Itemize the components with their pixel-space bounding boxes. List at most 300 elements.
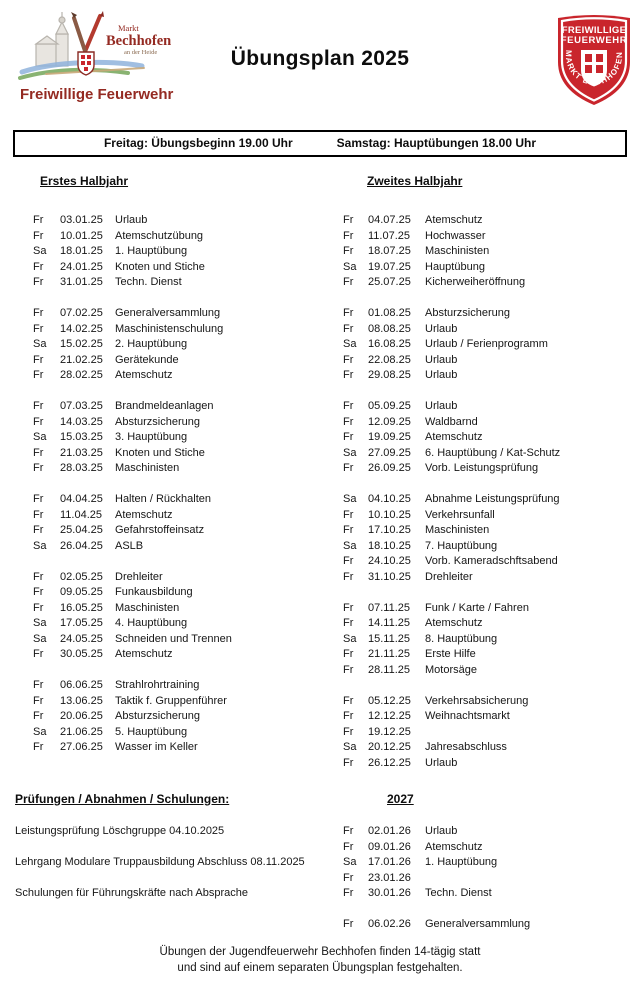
schedule-date: 19.07.25 xyxy=(368,260,411,273)
schedule-day: Sa xyxy=(343,446,357,459)
schedule-date: 23.01.26 xyxy=(368,871,411,884)
schedule-event: Generalversammlung xyxy=(425,918,531,930)
schedule-event: Vorb. Kameradschftsabend xyxy=(425,555,558,567)
schedule-day: Sa xyxy=(33,338,47,350)
schedule-event: Urlaub xyxy=(425,322,458,335)
schedule-day: Fr xyxy=(33,586,44,598)
schedule-event: ASLB xyxy=(115,539,144,552)
schedule-day: Fr xyxy=(33,570,44,583)
schedule-date: 15.11.25 xyxy=(368,632,411,645)
schedule-date: 11.07.25 xyxy=(368,229,411,242)
schedule-row xyxy=(330,601,640,617)
schedule-event: Waldbarnd xyxy=(425,415,478,428)
schedule-event: 3. Hauptübung xyxy=(115,431,188,443)
schedule-day: Fr xyxy=(343,431,354,443)
second-half-rows xyxy=(330,213,640,771)
schedule-day: Sa xyxy=(33,539,47,552)
logo-bechhofen-text: Bechhofen xyxy=(106,33,172,49)
schedule-date: 30.01.26 xyxy=(368,887,411,899)
schedule-day: Fr xyxy=(33,648,44,660)
schedule-event: Strahlrohrtraining xyxy=(115,679,200,691)
schedule-event: Urlaub xyxy=(425,756,458,769)
month-group xyxy=(330,601,640,679)
schedule-row xyxy=(330,871,640,887)
schedule-event: Maschinisten xyxy=(425,524,490,536)
schedule-event: Funk / Karte / Fahren xyxy=(425,601,529,614)
footnote-line1: Übungen der Jugendfeuerwehr Bechhofen finden 14-tägig statt xyxy=(159,946,481,958)
schedule-date: 14.03.25 xyxy=(60,415,103,428)
schedule-columns xyxy=(0,174,640,933)
schedule-row xyxy=(0,353,330,369)
schedule-date: 20.06.25 xyxy=(60,710,103,722)
schedule-day: Fr xyxy=(343,570,354,583)
schedule-row xyxy=(0,570,330,586)
schedule-date: 13.06.25 xyxy=(60,694,103,707)
schedule-event: Urlaub xyxy=(115,214,148,226)
schedule-day: Fr xyxy=(343,756,354,769)
schedule-row xyxy=(330,322,640,338)
schedule-row xyxy=(330,840,640,856)
schedule-date: 16.08.25 xyxy=(368,338,411,350)
schedule-event xyxy=(425,725,640,741)
schedule-event: Vorb. Leistungsprüfung xyxy=(425,462,539,474)
schedule-row xyxy=(330,725,640,741)
schedule-row xyxy=(0,275,330,291)
schedule-day: Sa xyxy=(33,632,47,645)
crest-line2: FEUERWEHR xyxy=(560,35,628,46)
schedule-event: Urlaub / Ferienprogramm xyxy=(425,338,548,350)
schedule-day: Fr xyxy=(343,307,354,319)
schedule-date: 04.07.25 xyxy=(368,214,411,226)
schedule-date: 14.02.25 xyxy=(60,322,103,335)
friday-time-label: Freitag: Übungsbeginn 19.00 Uhr xyxy=(103,136,293,150)
schedule-event: 5. Hauptübung xyxy=(115,725,188,738)
second-half-heading: Zweites Halbjahr xyxy=(367,174,463,188)
schedule-row xyxy=(330,368,640,384)
schedule-row xyxy=(330,663,640,679)
schedule-date: 24.01.25 xyxy=(60,260,103,273)
schedule-row xyxy=(330,461,640,477)
schedule-date: 08.08.25 xyxy=(368,322,411,335)
schedule-event: Atemschutz xyxy=(115,508,173,521)
schedule-date: 17.10.25 xyxy=(368,524,411,536)
month-group xyxy=(330,306,640,384)
schedule-day: Fr xyxy=(343,555,354,567)
schedule-row xyxy=(330,275,640,291)
schedule-day: Sa xyxy=(343,741,357,753)
month-group xyxy=(330,824,640,902)
schedule-date: 07.02.25 xyxy=(60,307,103,319)
schedule-date: 27.09.25 xyxy=(368,446,411,459)
schedule-day: Fr xyxy=(343,508,354,521)
schedule-event: Maschinisten xyxy=(115,601,180,614)
schedule-day: Fr xyxy=(343,229,354,242)
schedule-event: 6. Hauptübung / Kat-Schutz xyxy=(425,446,561,459)
schedule-row xyxy=(330,632,640,648)
schedule-day: Fr xyxy=(343,663,354,676)
schedule-date: 05.09.25 xyxy=(368,400,411,412)
schedule-event: Techn. Dienst xyxy=(425,887,492,899)
logo-markt-text: Markt xyxy=(118,23,139,33)
schedule-event: Atemschutz xyxy=(425,214,483,226)
schedule-row xyxy=(330,244,640,260)
crest-arc-text: MARKT BECHHOFEN xyxy=(563,49,625,87)
schedule-day: Sa xyxy=(343,539,357,552)
schedule-row xyxy=(330,917,640,933)
second-half-column xyxy=(330,174,640,933)
schedule-row xyxy=(0,709,330,725)
schedule-event: Verkehrsunfall xyxy=(425,508,495,521)
schedule-event: Weihnachtsmarkt xyxy=(425,710,510,722)
first-half-heading: Erstes Halbjahr xyxy=(40,174,129,188)
schedule-date: 29.08.25 xyxy=(368,369,411,381)
schedule-date: 02.05.25 xyxy=(60,570,103,583)
schedule-date: 10.01.25 xyxy=(60,229,103,242)
schedule-event: Urlaub xyxy=(425,400,458,412)
schedule-event: 7. Hauptübung xyxy=(425,539,498,552)
schedule-event: Gerätekunde xyxy=(115,353,179,366)
schedule-day: Fr xyxy=(33,462,44,474)
page-header xyxy=(0,0,640,118)
schedule-day: Fr xyxy=(343,825,354,837)
schedule-event: Knoten und Stiche xyxy=(115,446,205,459)
schedule-day: Sa xyxy=(33,431,47,443)
schedule-day: Fr xyxy=(343,400,354,412)
schedule-event: Funkausbildung xyxy=(115,586,193,598)
schedule-day: Fr xyxy=(343,462,354,474)
schedule-date: 26.04.25 xyxy=(60,539,103,552)
schedule-row xyxy=(330,855,640,871)
schedule-row xyxy=(0,430,330,446)
schedule-date: 19.09.25 xyxy=(368,431,411,443)
schedule-event: 1. Hauptübung xyxy=(425,856,498,868)
schedule-day: Fr xyxy=(33,260,44,273)
schedule-event: 8. Hauptübung xyxy=(425,632,498,645)
schedule-event: Wasser im Keller xyxy=(115,741,198,753)
schedule-row xyxy=(330,399,640,415)
first-half-rows xyxy=(0,213,330,756)
schedule-day: Fr xyxy=(343,840,354,853)
schedule-day: Fr xyxy=(343,617,354,629)
schedule-row xyxy=(0,244,330,260)
schedule-date: 21.11.25 xyxy=(368,648,411,660)
schedule-day: Sa xyxy=(343,260,357,273)
schedule-day: Fr xyxy=(343,245,354,257)
schedule-event xyxy=(425,871,640,887)
schedule-row xyxy=(330,337,640,353)
schedule-date: 18.07.25 xyxy=(368,245,411,257)
schedule-day: Sa xyxy=(343,493,357,505)
schedule-event: Hochwasser xyxy=(425,229,486,242)
schedule-day: Sa xyxy=(33,725,47,738)
schedule-day: Fr xyxy=(33,446,44,459)
schedule-row xyxy=(330,446,640,462)
schedule-date: 21.06.25 xyxy=(60,725,103,738)
schedule-event: Motorsäge xyxy=(425,663,477,676)
schedule-day: Fr xyxy=(33,741,44,753)
schedule-date: 15.02.25 xyxy=(60,338,103,350)
schedule-date: 28.11.25 xyxy=(368,663,411,676)
schedule-date: 28.02.25 xyxy=(60,369,103,381)
schedule-event: 2. Hauptübung xyxy=(115,338,188,350)
first-half-column xyxy=(0,174,330,933)
schedule-day: Fr xyxy=(343,871,354,884)
schedule-event: Urlaub xyxy=(425,353,458,366)
schedule-row xyxy=(330,430,640,446)
schedule-row xyxy=(0,492,330,508)
schedule-date: 28.03.25 xyxy=(60,462,103,474)
schedule-day: Fr xyxy=(33,415,44,428)
training-times-banner xyxy=(13,130,627,157)
month-group xyxy=(0,399,330,477)
schedule-day: Fr xyxy=(33,524,44,536)
schedule-day: Fr xyxy=(343,694,354,707)
schedule-date: 01.08.25 xyxy=(368,307,411,319)
schedule-row xyxy=(0,322,330,338)
exam-notes xyxy=(15,824,330,902)
schedule-event: Urlaub xyxy=(425,825,458,837)
schedule-date: 12.09.25 xyxy=(368,415,411,428)
schedule-date: 12.12.25 xyxy=(368,710,411,722)
schedule-row xyxy=(0,446,330,462)
schedule-date: 15.03.25 xyxy=(60,431,103,443)
schedule-date: 10.10.25 xyxy=(368,508,411,521)
schedule-date: 09.01.26 xyxy=(368,840,411,853)
schedule-date: 06.02.26 xyxy=(368,918,411,930)
schedule-date: 25.04.25 xyxy=(60,524,103,536)
month-group xyxy=(330,694,640,772)
schedule-row xyxy=(0,399,330,415)
schedule-row xyxy=(0,601,330,617)
schedule-event: Atemschutz xyxy=(425,617,483,629)
schedule-event: Drehleiter xyxy=(115,570,163,583)
schedule-day: Fr xyxy=(343,887,354,899)
schedule-row xyxy=(330,709,640,725)
schedule-event: Atemschutzübung xyxy=(115,229,204,242)
schedule-row xyxy=(330,415,640,431)
schedule-event: Brandmeldeanlagen xyxy=(115,400,214,412)
schedule-day: Fr xyxy=(33,353,44,366)
month-group xyxy=(0,570,330,663)
month-group xyxy=(330,917,640,933)
schedule-row xyxy=(330,492,640,508)
schedule-row xyxy=(0,585,330,601)
schedule-row xyxy=(0,647,330,663)
schedule-day: Sa xyxy=(33,245,47,257)
schedule-event: Drehleiter xyxy=(425,570,473,583)
schedule-day: Fr xyxy=(343,369,354,381)
schedule-row xyxy=(330,539,640,555)
schedule-date: 04.10.25 xyxy=(368,493,411,505)
schedule-date: 21.02.25 xyxy=(60,353,103,366)
schedule-date: 07.11.25 xyxy=(368,601,411,614)
schedule-row xyxy=(330,508,640,524)
schedule-day: Fr xyxy=(33,710,44,722)
schedule-day: Fr xyxy=(33,369,44,381)
schedule-row xyxy=(0,616,330,632)
schedule-event: Jahresabschluss xyxy=(425,741,507,753)
next-year-heading: 2027 xyxy=(387,792,414,806)
saturday-time-label: Samstag: Hauptübungen 18.00 Uhr xyxy=(336,136,537,150)
schedule-date: 25.07.25 xyxy=(368,276,411,288)
schedule-row xyxy=(0,632,330,648)
schedule-row xyxy=(0,678,330,694)
schedule-row xyxy=(0,337,330,353)
schedule-date: 03.01.25 xyxy=(60,214,103,226)
schedule-date: 04.04.25 xyxy=(60,493,103,505)
schedule-day: Fr xyxy=(343,415,354,428)
schedule-row xyxy=(0,740,330,756)
schedule-day: Fr xyxy=(33,400,44,412)
schedule-date: 06.06.25 xyxy=(60,679,103,691)
schedule-row xyxy=(330,353,640,369)
jugendfeuerwehr-footnote xyxy=(0,944,640,976)
schedule-date: 22.08.25 xyxy=(368,353,411,366)
schedule-event: Urlaub xyxy=(425,369,458,381)
schedule-event: Maschinistenschulung xyxy=(115,322,224,335)
schedule-event: Taktik f. Gruppenführer xyxy=(115,694,227,707)
schedule-day: Fr xyxy=(343,601,354,614)
logo-heide-text: an der Heide xyxy=(124,49,158,56)
schedule-day: Fr xyxy=(33,601,44,614)
exam-note: Lehrgang Modulare Truppausbildung Abschluss 08.11.2025 xyxy=(15,855,305,868)
schedule-row xyxy=(330,756,640,772)
footnote-line2: und sind auf einem separaten Übungsplan festgehalten. xyxy=(177,962,463,974)
schedule-row xyxy=(330,740,640,756)
schedule-event: Abnahme Leistungsprüfung xyxy=(425,493,560,505)
month-group xyxy=(0,306,330,384)
schedule-row xyxy=(0,368,330,384)
schedule-row xyxy=(330,824,640,840)
schedule-date: 18.01.25 xyxy=(60,245,103,257)
schedule-day: Fr xyxy=(33,694,44,707)
schedule-date: 02.01.26 xyxy=(368,825,411,837)
schedule-row xyxy=(330,554,640,570)
schedule-row xyxy=(0,260,330,276)
schedule-date: 17.05.25 xyxy=(60,617,103,629)
schedule-date: 16.05.25 xyxy=(60,601,103,614)
schedule-date: 26.09.25 xyxy=(368,462,411,474)
schedule-date: 31.10.25 xyxy=(368,570,411,583)
schedule-row xyxy=(0,725,330,741)
schedule-event: Techn. Dienst xyxy=(115,276,182,288)
schedule-event: Atemschutz xyxy=(115,369,173,381)
schedule-day: Fr xyxy=(33,214,44,226)
schedule-date: 27.06.25 xyxy=(60,741,103,753)
schedule-event: Gefahrstoffeinsatz xyxy=(115,524,205,536)
logo-feuerwehr-text: Freiwillige Feuerwehr xyxy=(20,86,174,103)
schedule-day: Sa xyxy=(343,856,357,868)
schedule-day: Fr xyxy=(343,353,354,366)
schedule-row xyxy=(0,461,330,477)
schedule-event: Verkehrsabsicherung xyxy=(425,694,529,707)
schedule-row xyxy=(330,260,640,276)
month-group xyxy=(330,399,640,477)
feuerwehr-crest-logo xyxy=(554,12,634,108)
schedule-row xyxy=(0,306,330,322)
next-year-rows xyxy=(330,824,640,933)
schedule-day: Fr xyxy=(343,322,354,335)
exam-note: Leistungsprüfung Löschgruppe 04.10.2025 xyxy=(15,824,225,837)
schedule-date: 30.05.25 xyxy=(60,648,103,660)
schedule-date: 31.01.25 xyxy=(60,276,103,288)
schedule-day: Fr xyxy=(33,493,44,505)
schedule-date: 21.03.25 xyxy=(60,446,103,459)
schedule-day: Fr xyxy=(343,725,354,738)
schedule-row xyxy=(330,229,640,245)
schedule-row xyxy=(330,306,640,322)
schedule-row xyxy=(0,523,330,539)
schedule-day: Fr xyxy=(343,276,354,288)
month-group xyxy=(0,492,330,554)
schedule-row xyxy=(0,539,330,555)
schedule-day: Fr xyxy=(343,214,354,226)
schedule-day: Fr xyxy=(33,307,44,319)
schedule-date: 19.12.25 xyxy=(368,725,411,738)
schedule-event: Generalversammlung xyxy=(115,307,221,319)
schedule-date: 07.03.25 xyxy=(60,400,103,412)
schedule-day: Fr xyxy=(343,710,354,722)
schedule-date: 17.01.26 xyxy=(368,856,411,868)
schedule-day: Sa xyxy=(33,617,47,629)
schedule-day: Fr xyxy=(343,648,354,660)
schedule-day: Fr xyxy=(33,679,44,691)
schedule-date: 05.12.25 xyxy=(368,694,411,707)
schedule-date: 09.05.25 xyxy=(60,586,103,598)
crest-line1: FREIWILLIGE xyxy=(561,25,627,36)
schedule-row xyxy=(330,213,640,229)
schedule-date: 24.10.25 xyxy=(368,555,411,567)
schedule-event: Kicherweiheröffnung xyxy=(425,276,526,288)
schedule-event: Halten / Rückhalten xyxy=(115,493,211,505)
month-group xyxy=(330,213,640,291)
schedule-row xyxy=(330,523,640,539)
schedule-date: 18.10.25 xyxy=(368,539,411,552)
schedule-day: Fr xyxy=(33,508,44,521)
schedule-row xyxy=(0,229,330,245)
schedule-date: 14.11.25 xyxy=(368,617,411,629)
schedule-event: Atemschutz xyxy=(425,431,483,443)
month-group xyxy=(330,492,640,585)
schedule-row xyxy=(330,647,640,663)
schedule-event: 4. Hauptübung xyxy=(115,617,188,629)
schedule-date: 26.12.25 xyxy=(368,756,411,769)
schedule-date: 11.04.25 xyxy=(60,508,103,521)
schedule-day: Fr xyxy=(33,229,44,242)
schedule-event: Absturzsicherung xyxy=(115,710,200,722)
schedule-day: Sa xyxy=(343,632,357,645)
schedule-day: Fr xyxy=(33,322,44,335)
schedule-row xyxy=(330,616,640,632)
schedule-event: Hauptübung xyxy=(425,260,485,273)
month-group xyxy=(0,678,330,756)
schedule-event: Atemschutz xyxy=(115,648,173,660)
schedule-row xyxy=(0,415,330,431)
exams-heading: Prüfungen / Abnahmen / Schulungen: xyxy=(15,791,230,806)
schedule-event: Absturzsicherung xyxy=(115,415,200,428)
page-title: Übungsplan 2025 xyxy=(230,47,410,71)
schedule-row xyxy=(330,886,640,902)
schedule-event: Erste Hilfe xyxy=(425,648,476,660)
schedule-day: Fr xyxy=(33,276,44,288)
schedule-row xyxy=(0,213,330,229)
schedule-event: 1. Hauptübung xyxy=(115,245,188,257)
schedule-day: Sa xyxy=(343,338,357,350)
schedule-event: Maschinisten xyxy=(425,245,490,257)
schedule-event: Knoten und Stiche xyxy=(115,260,205,273)
schedule-day: Fr xyxy=(343,918,354,930)
schedule-event: Schneiden und Trennen xyxy=(115,632,232,645)
